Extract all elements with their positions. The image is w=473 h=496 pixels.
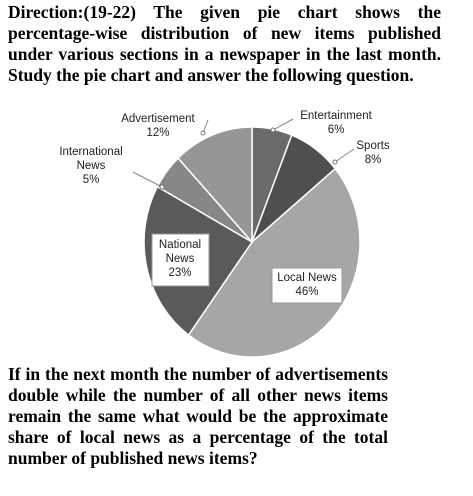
slice-label-entertainment-1: 6% — [327, 124, 345, 136]
slice-label-entertainment-0: Entertainment — [300, 110, 372, 122]
leader-dot-sports — [333, 160, 337, 164]
slice-label-advertisement-1: 12% — [146, 127, 170, 139]
leader-line-sports — [335, 149, 354, 162]
slice-label-sports-0: Sports — [356, 140, 390, 152]
leader-dot-advertisement — [201, 131, 205, 135]
leader-line-international-news — [133, 172, 162, 187]
slice-label-international-news-1: News — [76, 160, 106, 172]
slice-label-advertisement-0: Advertisement — [121, 113, 195, 125]
slice-label-national-news-2: 23% — [168, 267, 192, 279]
question-text: If in the next month the number of advertisements double while the number of all other news items remain the same what would be the approximate share of local news as a percentage of the total number of published news items? — [8, 364, 388, 468]
slice-label-local-news-1: 46% — [295, 286, 319, 298]
slice-label-international-news-0: International — [59, 146, 123, 158]
slice-label-local-news-0: Local News — [277, 272, 337, 284]
leader-dot-international-news — [160, 185, 164, 189]
leader-dot-entertainment — [271, 128, 275, 132]
direction-body: The given pie chart shows the percentage-wise distribution of new items published under various sections in a newspaper in the last month. Study the pie chart and answer the following question. — [8, 2, 441, 85]
slice-label-sports-1: 8% — [364, 154, 382, 166]
slice-label-national-news-1: News — [165, 253, 195, 265]
leader-line-entertainment — [273, 119, 293, 130]
slice-label-international-news-2: 5% — [82, 174, 100, 186]
direction-prefix: Direction:(19-22) — [8, 2, 136, 22]
slice-label-national-news-0: National — [158, 239, 202, 251]
